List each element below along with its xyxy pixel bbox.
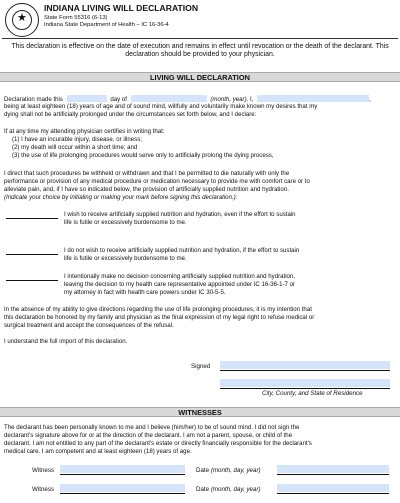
declarant-name-field[interactable] (257, 95, 369, 102)
residence-field[interactable] (220, 379, 390, 387)
witness-2-field[interactable] (60, 484, 185, 492)
witness-statement-line: The declarant has been personally known to me and I believe (him/her) to be of sound mind. I did not sign the (4, 424, 300, 431)
residence-line (220, 388, 390, 389)
absence-line: surgical treatment and accept the consequences of the refusal. (4, 322, 174, 329)
intro-text: This declaration is effective on the date of execution and remains in effect until revocation or the death of the declarant. This declaration should be provided to your physician. (11, 43, 389, 59)
state-seal-icon: ★ (5, 3, 39, 37)
form-header (2, 2, 398, 39)
direction-line: I direct that such procedures be withheld or withdrawn and that I be permitted to die naturally with only the (4, 170, 290, 177)
initial-line-option-1[interactable] (6, 218, 58, 219)
form-number: State Form 55316 (6-13) (44, 15, 108, 21)
direction-instruction: (Indicate your choice by initialing or making your mark before signing this declaration.): (4, 194, 238, 201)
witness-statement-line: declarant. I am not entitled to any part of the declarant's estate or directly financially responsible for the declarant's (4, 440, 312, 447)
section-title: LIVING WILL DECLARATION (0, 72, 400, 82)
certification-intro: If at any time my attending physician certifies in writing that: (4, 128, 165, 135)
option-line: I intentionally make no decision concerning artificially supplied nutrition and hydration, (64, 273, 296, 280)
direction-line: performance or provision of any medical procedure or medication necessary to provide me with comfort care or to (4, 178, 310, 185)
witness-2-date-line (277, 493, 389, 494)
witness-label: Witness (32, 467, 55, 474)
residence-label: City, County, and State of Residence (262, 390, 363, 397)
witness-1-date-line (277, 474, 389, 475)
initial-line-option-2[interactable] (6, 254, 58, 255)
condition-item: (2) my death will occur within a short time; and (12, 144, 138, 151)
witness-statement-line: declarant's signature above for or at the direction of the declarant. I am not a parent, spouse, or child of the (4, 432, 293, 439)
declaration-line: being at least eighteen (18) years of age and of sound mind, willfully and voluntarily make known my desires that my (4, 103, 318, 110)
option-line: my attorney in fact with health care powers under IC 30-5-5. (64, 289, 226, 296)
option-line: life is futile or excessively burdensome to me. (64, 219, 187, 226)
agency-name: Indiana State Department of Health – IC 16-36-4 (44, 22, 169, 28)
witness-statement-line: medical care. I am competent and at least eighteen (18) years of age. (4, 448, 192, 455)
month-year-field[interactable] (131, 95, 207, 102)
day-of-label: day of (110, 96, 127, 103)
witness-1-line (60, 474, 185, 475)
witness-2-line (60, 493, 185, 494)
signature-field[interactable] (220, 361, 390, 369)
option-line: I do not wish to receive artificially supplied nutrition and hydration, if the effort to sustain (64, 247, 300, 254)
witness-1-date-field[interactable] (277, 465, 389, 473)
option-line: leaving the decision to my health care representative appointed under IC 16-36-1-7 or (64, 281, 296, 288)
option-line: life is futile or excessively burdensome to me. (64, 255, 187, 262)
absence-line: this declaration be honored by my family and physician as the final expression of my legal right to refuse medical or (4, 314, 315, 321)
witness-2-date-field[interactable] (277, 484, 389, 492)
direction-line: alleviate pain, and, if I have so indicated below, the provision of artificially supplied nutrition and hydration. (4, 186, 289, 193)
condition-item: (3) the use of life prolonging procedures would serve only to artificially prolong the dying process, (12, 152, 274, 159)
initial-line-option-3[interactable] (6, 280, 58, 281)
witness-label: Witness (32, 486, 55, 493)
option-line: I wish to receive artificially supplied nutrition and hydration, even if the effort to sustain (64, 211, 296, 218)
made-this-label: Declaration made this (4, 96, 63, 103)
witness-1-field[interactable] (60, 465, 185, 473)
signed-label: Signed (191, 363, 211, 370)
form-title: INDIANA LIVING WILL DECLARATION (44, 3, 199, 13)
witnesses-title: WITNESSES (0, 407, 400, 417)
declaration-line: Declaration made this day of (month, year). I, , (4, 96, 371, 103)
condition-item: (1) I have an incurable injury, disease, or illness; (12, 136, 142, 143)
day-field[interactable] (67, 95, 107, 102)
i-label: I, (250, 96, 254, 103)
declaration-line: dying shall not be artificially prolonged under the circumstances set forth below, and I declare: (4, 111, 257, 118)
understand-statement: I understand the full import of this declaration. (4, 338, 128, 345)
date-label: Date (month, day, year) (196, 486, 261, 493)
absence-line: In the absence of my ability to give directions regarding the use of life prolonging procedures, it is my intention that (4, 306, 312, 313)
month-year-hint: (month, year). (210, 96, 249, 103)
signature-line (220, 370, 390, 371)
date-label: Date (month, day, year) (196, 467, 261, 474)
